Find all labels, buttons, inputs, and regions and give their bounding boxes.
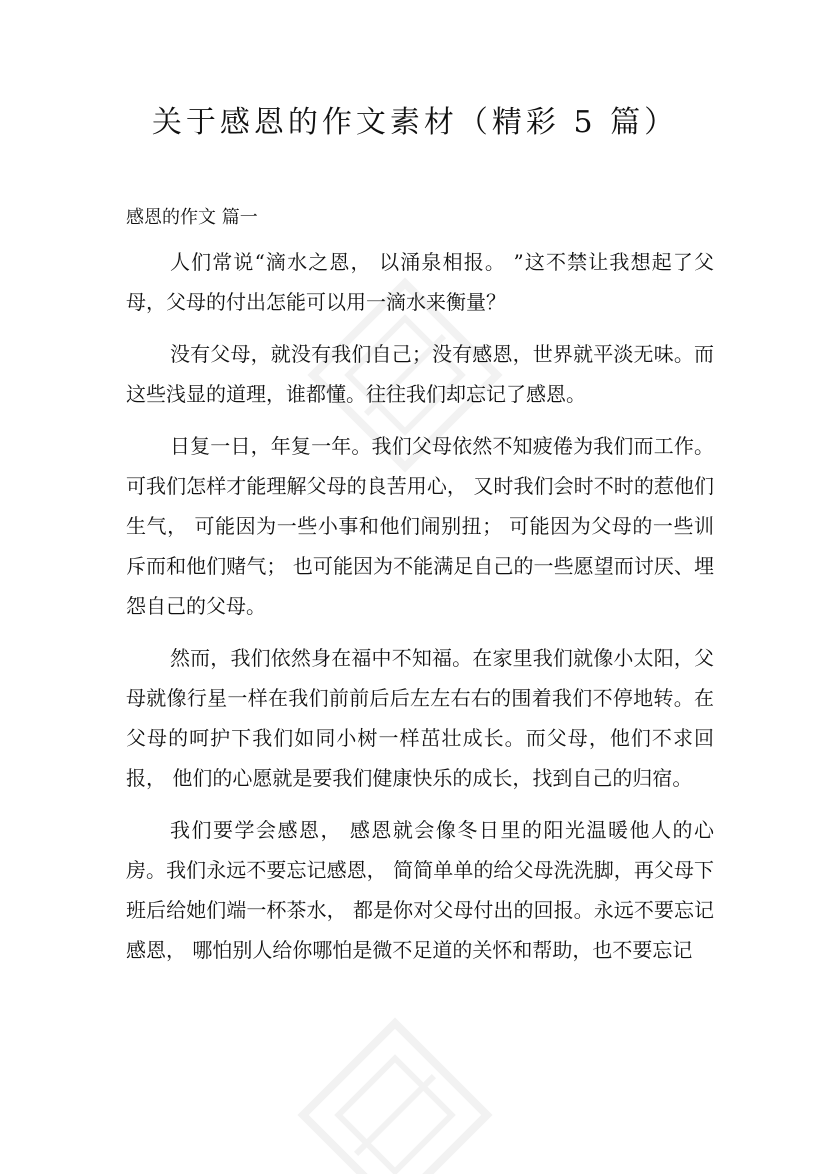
paragraph: 人们常说“滴水之恩， 以涌泉相报。 ”这不禁让我想起了父母，父母的付出怎能可以用一滴水来衡量？ bbox=[126, 250, 714, 314]
document-title: 关于感恩的作文素材（精彩 5 篇） bbox=[151, 105, 679, 140]
paragraph: 日复一日，年复一年。我们父母依然不知疲倦为我们而工作。可我们怎样才能理解父母的良苦用心， 又时我们会时不时的惹他们生气， 可能因为一些小事和他们闹别扭； 可能因为父母的一些训斥而和他们赌气； 也可能因为不能满足自己的一些愿望而讨厌、埋怨自己的父母。 bbox=[126, 434, 714, 618]
watermark-icon bbox=[289, 1009, 501, 1174]
paragraph: 然而，我们依然身在福中不知福。在家里我们就像小太阳，父母就像行星一样在我们前前后后左左右右的围着我们不停地转。在父母的呵护下我们如同小树一样茁壮成长。而父母，他们不求回报， 他们的心愿就是要我们健康快乐的成长，找到自己的归宿。 bbox=[126, 646, 714, 790]
section-heading: 感恩的作文 篇一 bbox=[126, 207, 258, 228]
document-body bbox=[126, 198, 714, 982]
paragraph: 没有父母，就没有我们自己；没有感恩，世界就平淡无味。而这些浅显的道理，谁都懂。往往我们却忘记了感恩。 bbox=[126, 342, 714, 406]
paragraph: 我们要学会感恩， 感恩就会像冬日里的阳光温暖他人的心房。我们永远不要忘记感恩， 简简单单的给父母洗洗脚，再父母下班后给她们端一杯茶水， 都是你对父母付出的回报。永远不要忘记感恩， 哪怕别人给你哪怕是微不足道的关怀和帮助，也不要忘记 bbox=[126, 818, 714, 962]
